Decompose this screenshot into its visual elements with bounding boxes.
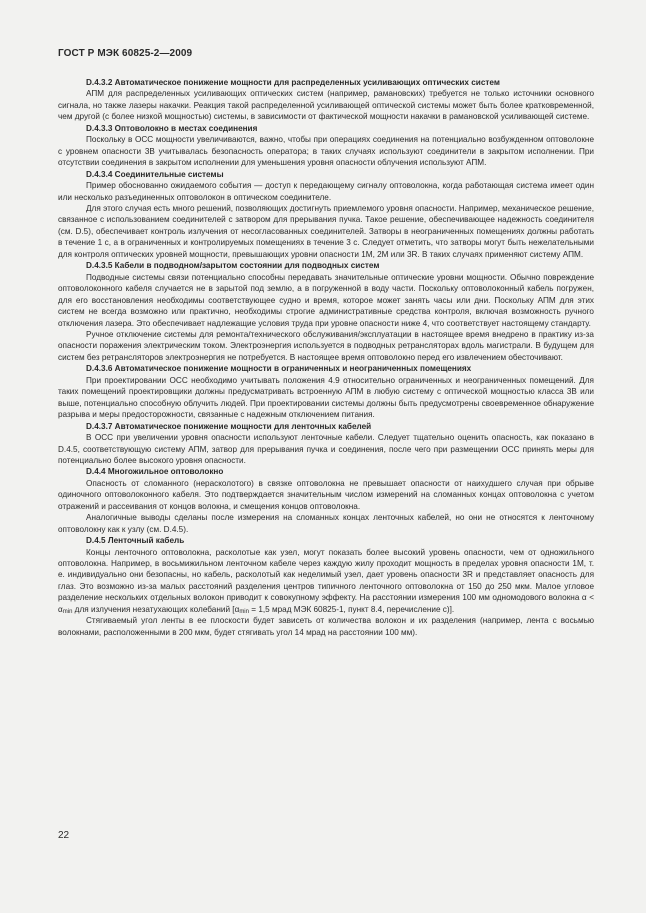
formula-text: = 1,5 мрад МЭК 60825-1, пункт 8.4, перечисление с)]. (248, 604, 455, 614)
paragraph: В ОСС при увеличении уровня опасности используют ленточные кабели. Следует тщательно оценить опасность, как показано в D.4.5, соответствующую систему АПМ, затвор для прерывания пучка и соединения, после чего при размещении ОСС принять меры для потенциально более высокого уровня опасности. (58, 433, 594, 465)
paragraph: Стягиваемый угол ленты в ее плоскости будет зависеть от количества волокон и их разделения (например, лента с восьмью волокнами, расположенными в 200 мкм, будет стягивать угол 14 мрад на расстоянии 100 мм). (58, 616, 594, 637)
formula-text: для излучения незатухающих колебаний [α (72, 604, 240, 614)
paragraph: Для этого случая есть много решений, позволяющих достигнуть приемлемого уровня опасности. Например, механическое решение, связанное с использованием соединителей с затвором для прерывания пучка. Такое решение, обеспечивающее надежность соединителя (см. D.5), обеспечивает контроль излучения от несогласованных соединителей. Затворы в неограниченных помещениях должны работать в течение 1 с, а в ограниченных и контролируемых помещениях в течение 3 с. Следует отметить, что затворы могут быть нежелательными для контроля оптических уровней мощности, превышающих уровни опасности 1М, 2М или 3R. В таких случаях применяют систему АПМ. (58, 203, 594, 259)
section-heading: D.4.3.3 Оптоволокно в местах соединения (86, 123, 258, 133)
paragraph-with-formula (58, 547, 594, 616)
section-heading: D.4.3.2 Автоматическое понижение мощности для распределенных усиливающих оптических систем (86, 78, 500, 87)
paragraph: Ручное отключение системы для ремонта/технического обслуживания/эксплуатации в настоящее время внедрено в практику из-за опасности поражения электрическим током. Электроэнергия используется в подводных ретрансляторах вдоль магистрали. В будущем для систем без ретрансляторов электроэнергия не потребуется. В настоящее время оптоволокно перед его извлечением обесточивают. (58, 329, 594, 362)
paragraph: Пример обоснованно ожидаемого события — доступ к передающему сигналу оптоволокна, когда работающая система имеет один или несколько разъединенных оптоволокон в оптическом соединителе. (58, 181, 594, 202)
paragraph-text: Концы ленточного оптоволокна, расколотые как узел, могут показать более высокий уровень опасности, чем от одножильного оптоволокна. Например, в восьмижильном ленточном кабеле через каждую жилу проходит мощность в пределах уровня опасности 1М, т. е. индивидуально они безопасны, но кабель, расколотый как неделимый узел, дает уровень опасности 3R и представляет опасность для глаз. Это возможно из-за малых расстояний разделения центров типичного ленточного оптоволокна от 150 до 250 мкм. Малое угловое разделение нескольких отдельных волокон приводит к совокупному эффекту. На расстоянии измерения 100 мм одномодового волокна α < α (58, 547, 594, 614)
paragraph: Аналогичные выводы сделаны после измерения на сломанных концах ленточных кабелей, но они не относятся к ленточному оптоволокну как к узлу (см. D.4.5). (58, 513, 594, 534)
paragraph: При проектировании ОСС необходимо учитывать положения 4.9 относительно ограниченных и неограниченных помещений. Для таких помещений проектировщики должны предусматривать встроенную АПМ в любую систему с оптической мощностью класса 3В или выше, потенциально способную облучить людей. При проектировании системы должны быть предусмотрены своевременное обнаружение разрыва и меры предосторожности, связанные с надежным отключением питания. (58, 375, 594, 420)
section-heading: D.4.3.6 Автоматическое понижение мощности в ограниченных и неограниченных помещениях (86, 364, 472, 374)
section-heading: D.4.5 Ленточный кабель (86, 536, 185, 546)
paragraph: Поскольку в ОСС мощности увеличиваются, важно, чтобы при операциях соединения на потенциально возбужденном оптоволокне с уровнем опасности 3В учитывалась безопасность оператора; в таких случаях используют соединители в закрытом исполнении. При отсутствии соединения в закрытом исполнении для уменьшения уровня опасности облучения используют АПМ. (58, 135, 594, 168)
section-heading: D.4.3.4 Соединительные системы (86, 169, 224, 179)
section-heading: D.4.3.5 Кабели в подводном/зарытом состоянии для подводных систем (86, 261, 380, 271)
paragraph: АПМ для распределенных усиливающих оптических систем (например, рамановских) требуется не только источники основного сигнала, но также лазеры накачки. Реакция такой распределенной усиливающей оптической системы может быть более кратковременной, чем другой (с более низкой мощностью) системы, в зависимости от фактической мощности накачки в рамановской усиливающей системе. (58, 89, 594, 122)
paragraph: Подводные системы связи потенциально способны передавать значительные оптические уровни мощности. Обычно повреждение оптоволоконного кабеля случается не в зарытой под землю, а в погруженной в воду части. Поскольку оптоволоконный кабель погружен, для его восстановления необходимы соответствующее судно и время, которое может занять часы или дни. Поскольку АПМ для этих систем не всегда возможно или практично, необходимы строгие административные средства контроля, включая возможность ручного отключения лазера. Это обеспечивает надлежащие условия труда при уровне опасности ниже 4, что соответствует настоящему стандарту. (58, 272, 594, 328)
paragraph: Опасность от сломанного (нерасколотого) в связке оптоволокна не превышает опасности от наихудшего случая при обрыве одиночного оптоволоконного кабеля. Это подтверждается значительным числом измерений на сломанных концах оптоволокна с учетом отражений и рассеивания от концов волокна, и смещения концов оптоволокна. (58, 478, 594, 511)
section-heading: D.4.3.7 Автоматическое понижение мощности для ленточных кабелей (86, 421, 372, 431)
document-body (58, 77, 594, 638)
page-number: 22 (58, 830, 70, 841)
subscript-min: min (62, 608, 73, 615)
section-heading: D.4.4 Многожильное оптоволокно (86, 467, 224, 477)
subscript-min: min (239, 608, 249, 615)
document-header: ГОСТ Р МЭК 60825-2—2009 (58, 48, 193, 59)
